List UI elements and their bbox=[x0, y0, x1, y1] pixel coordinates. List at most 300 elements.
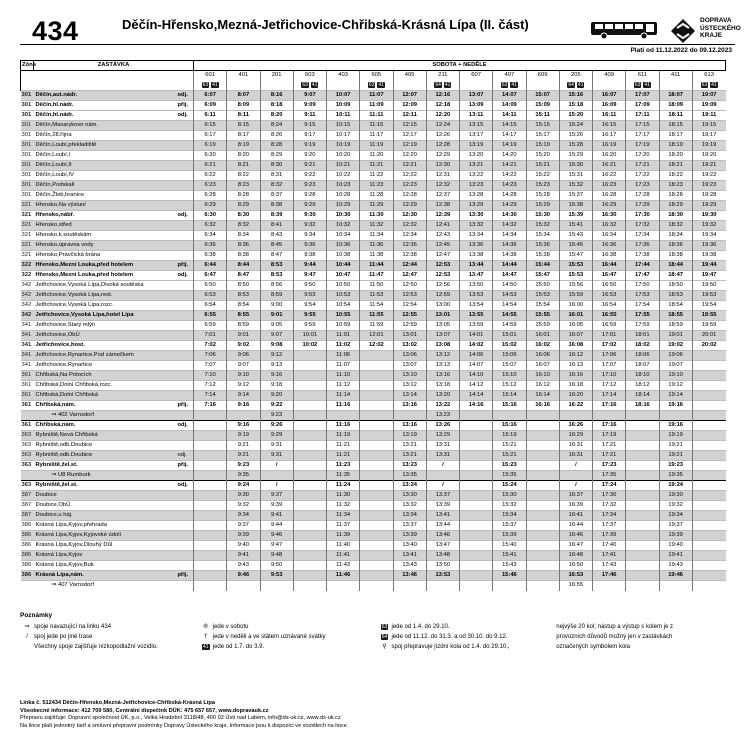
time-cell: 11:38 bbox=[360, 251, 393, 261]
time-cell: 11:24 bbox=[327, 481, 360, 491]
zone-cell: 321 bbox=[21, 201, 34, 211]
time-cell: 12:44 bbox=[393, 261, 426, 271]
time-cell: 10:23 bbox=[327, 181, 360, 191]
time-cell bbox=[360, 351, 393, 361]
trip-number: 609 bbox=[526, 71, 559, 81]
zone-cell: 321 bbox=[21, 232, 32, 238]
time-cell: 10:28 bbox=[327, 191, 360, 201]
stop-name: Krásná Lípa,Kyjov,Kyjovské údolí bbox=[34, 531, 166, 541]
time-cell bbox=[293, 511, 326, 521]
time-cell: 15:56 bbox=[559, 281, 592, 291]
time-cell: 14:17 bbox=[493, 131, 526, 141]
time-cell: 13:53 bbox=[460, 291, 493, 301]
time-cell: 9:01 bbox=[260, 311, 293, 321]
zone-cell: 321 bbox=[21, 221, 34, 231]
direction-cell bbox=[166, 101, 176, 111]
time-cell bbox=[360, 511, 393, 521]
time-cell: 8:59 bbox=[227, 321, 260, 331]
time-cell: 11:21 bbox=[327, 451, 360, 461]
time-cell: 7:06 bbox=[194, 351, 227, 361]
time-cell: 17:22 bbox=[626, 171, 659, 181]
time-cell: 18:23 bbox=[659, 181, 692, 191]
time-cell: / bbox=[559, 481, 592, 491]
time-cell: 6:20 bbox=[194, 151, 227, 161]
arrival-departure-mark bbox=[176, 161, 194, 171]
time-cell: 13:31 bbox=[426, 441, 459, 451]
time-cell: 9:41 bbox=[260, 511, 293, 521]
stop-name: Doubice,ObÚ bbox=[35, 502, 71, 508]
time-cell: 8:47 bbox=[260, 251, 293, 261]
time-cell: 12:29 bbox=[426, 151, 459, 161]
time-cell: 12:38 bbox=[426, 201, 459, 211]
time-cell: 15:20 bbox=[526, 151, 559, 161]
time-cell: 15:32 bbox=[493, 501, 526, 511]
direction-cell bbox=[166, 431, 176, 441]
arrival-departure-mark bbox=[176, 551, 194, 561]
trip-note bbox=[426, 81, 459, 91]
arrival-departure-mark bbox=[176, 361, 194, 371]
note-text: nejvýše 20 kol; nástup a výstup s kolem je z bbox=[556, 624, 673, 630]
time-cell bbox=[626, 421, 659, 431]
stop-name: Děčín,Masarykovo nám. bbox=[34, 121, 166, 131]
time-cell: 13:40 bbox=[393, 541, 426, 551]
zone-cell: 322 bbox=[21, 272, 32, 278]
time-cell: 6:36 bbox=[194, 241, 227, 251]
time-cell: 12:53 bbox=[426, 261, 459, 271]
time-cell: 14:14 bbox=[460, 391, 493, 401]
time-cell bbox=[692, 411, 725, 421]
time-cell: 9:12 bbox=[227, 381, 260, 391]
table-row bbox=[21, 371, 726, 381]
stop-header: ZASTÁVKA bbox=[34, 61, 194, 71]
time-cell: 10:21 bbox=[327, 161, 360, 171]
time-cell: 9:37 bbox=[227, 521, 260, 531]
zone-cell: 387 bbox=[21, 511, 34, 521]
time-cell: 19:16 bbox=[659, 421, 692, 431]
time-cell: 17:54 bbox=[626, 301, 659, 311]
time-cell bbox=[526, 571, 559, 581]
time-cell bbox=[526, 491, 559, 501]
zone-cell: 301 bbox=[21, 152, 32, 158]
time-cell: 9:22 bbox=[293, 171, 326, 181]
time-cell: 16:08 bbox=[559, 341, 592, 351]
time-cell: 15:20 bbox=[559, 111, 592, 121]
time-cell: 6:44 bbox=[194, 261, 227, 271]
time-cell: 16:09 bbox=[593, 101, 626, 111]
time-cell: 19:38 bbox=[692, 251, 725, 261]
time-cell: 19:55 bbox=[692, 311, 725, 321]
time-cell: 13:54 bbox=[460, 301, 493, 311]
time-cell bbox=[293, 421, 326, 431]
time-cell: 13:08 bbox=[426, 341, 459, 351]
time-cell: 11:34 bbox=[360, 231, 393, 241]
arrival-departure-mark bbox=[176, 141, 194, 151]
zone-cell: 361 bbox=[21, 391, 34, 401]
time-cell bbox=[227, 581, 260, 591]
time-cell: 17:29 bbox=[626, 201, 659, 211]
zone-cell: 363 bbox=[21, 481, 34, 491]
time-cell: 9:46 bbox=[227, 571, 260, 581]
zone-cell: 341 bbox=[21, 362, 32, 368]
arrival-departure-mark bbox=[176, 321, 194, 331]
time-cell: 10:20 bbox=[327, 151, 360, 161]
arrival-departure-mark bbox=[176, 201, 194, 211]
time-cell: 13:28 bbox=[460, 191, 493, 201]
zone-cell: 301 bbox=[21, 172, 32, 178]
time-cell: 10:11 bbox=[327, 111, 360, 121]
time-cell: 10:36 bbox=[327, 241, 360, 251]
trip-note-badge: 41 bbox=[311, 81, 318, 88]
time-cell bbox=[692, 561, 725, 571]
time-cell: 19:41 bbox=[659, 551, 692, 561]
time-cell: 7:07 bbox=[194, 361, 227, 371]
time-cell: 11:23 bbox=[327, 461, 360, 471]
stop-name: Jetřichovice,Rynartice,Pod zámečkem bbox=[34, 351, 166, 361]
time-cell bbox=[460, 541, 493, 551]
time-cell: 14:12 bbox=[460, 381, 493, 391]
time-cell: 6:34 bbox=[194, 231, 227, 241]
direction-cell bbox=[166, 551, 176, 561]
time-cell: 16:00 bbox=[559, 301, 592, 311]
time-cell: 12:28 bbox=[393, 191, 426, 201]
time-cell: 13:43 bbox=[393, 561, 426, 571]
stop-name: Chřibská,Na Potocích bbox=[34, 371, 166, 381]
time-cell: 10:54 bbox=[327, 301, 360, 311]
time-cell: 17:55 bbox=[626, 311, 659, 321]
time-cell: 13:23 bbox=[426, 411, 459, 421]
direction-cell bbox=[166, 91, 176, 101]
table-row bbox=[21, 191, 726, 201]
time-cell: 13:48 bbox=[426, 551, 459, 561]
arrival-departure-mark bbox=[176, 371, 194, 381]
time-cell: 13:37 bbox=[393, 521, 426, 531]
time-cell: 15:01 bbox=[493, 331, 526, 341]
time-cell: 9:40 bbox=[227, 541, 260, 551]
time-cell: 9:46 bbox=[260, 531, 293, 541]
table-row bbox=[21, 221, 726, 231]
time-cell: 16:22 bbox=[559, 401, 592, 411]
trip-note bbox=[559, 81, 592, 91]
trip-note-badge: 64 bbox=[435, 81, 441, 88]
table-row bbox=[21, 411, 726, 421]
time-cell bbox=[626, 461, 659, 471]
time-cell: 15:16 bbox=[493, 401, 526, 411]
time-cell: 12:59 bbox=[426, 291, 459, 301]
time-cell: 10:50 bbox=[327, 281, 360, 291]
time-cell: 8:09 bbox=[227, 101, 260, 111]
time-cell: 18:30 bbox=[659, 211, 692, 221]
arrival-departure-mark bbox=[176, 291, 194, 301]
time-cell bbox=[526, 431, 559, 441]
time-cell: 19:50 bbox=[692, 281, 725, 291]
footer-line-2: Všeobecné informace: 412 709 580, Centrální dispečink DÚK: 475 657 657, www.dopravauk.cz bbox=[20, 707, 269, 714]
arrival-departure-mark bbox=[176, 331, 194, 341]
time-cell: 14:34 bbox=[493, 231, 526, 241]
time-cell: 9:44 bbox=[260, 521, 293, 531]
time-cell: 16:22 bbox=[593, 171, 626, 181]
arrival-departure-mark bbox=[176, 411, 194, 421]
stop-name: Děčín,Loubí,II bbox=[34, 161, 166, 171]
time-cell: 18:54 bbox=[659, 301, 692, 311]
time-cell bbox=[360, 461, 393, 471]
time-cell: 15:11 bbox=[526, 111, 559, 121]
time-cell: 8:19 bbox=[227, 141, 260, 151]
time-cell: 10:32 bbox=[327, 221, 360, 231]
time-cell: 13:21 bbox=[393, 441, 426, 451]
time-cell: 6:47 bbox=[194, 271, 227, 281]
direction-cell bbox=[166, 121, 176, 131]
time-cell bbox=[360, 451, 393, 461]
time-cell bbox=[692, 491, 725, 501]
time-cell: 16:34 bbox=[593, 231, 626, 241]
time-cell: 12:18 bbox=[426, 101, 459, 111]
direction-cell bbox=[166, 411, 176, 421]
time-cell: 17:23 bbox=[626, 181, 659, 191]
time-cell: 9:20 bbox=[260, 391, 293, 401]
arrival-departure-mark bbox=[176, 471, 194, 481]
time-cell: 15:59 bbox=[559, 291, 592, 301]
stop-name: Rybniště,Nová Chřibská bbox=[34, 431, 166, 441]
time-cell: 19:44 bbox=[692, 261, 725, 271]
table-row bbox=[21, 211, 726, 221]
time-cell: 13:20 bbox=[426, 391, 459, 401]
timetable bbox=[20, 60, 726, 591]
time-cell: 18:53 bbox=[659, 291, 692, 301]
stop-name: Krásná Lípa,nám. bbox=[34, 571, 166, 581]
table-row bbox=[21, 141, 726, 151]
time-cell bbox=[460, 421, 493, 431]
trip-note-badge: 41 bbox=[378, 81, 384, 88]
time-cell: 19:53 bbox=[692, 291, 725, 301]
time-cell: 9:23 bbox=[293, 181, 326, 191]
time-cell: 16:01 bbox=[526, 331, 559, 341]
time-cell: 12:20 bbox=[393, 151, 426, 161]
time-cell: 8:32 bbox=[260, 181, 293, 191]
time-cell: 19:32 bbox=[692, 221, 725, 231]
time-cell bbox=[460, 551, 493, 561]
direction-cell bbox=[166, 321, 176, 331]
trip-number: 601 bbox=[194, 71, 227, 81]
direction-cell bbox=[166, 461, 176, 471]
direction-cell bbox=[166, 261, 176, 271]
time-cell: 12:32 bbox=[426, 181, 459, 191]
zone-cell: 341 bbox=[21, 331, 34, 341]
time-cell: 9:29 bbox=[260, 431, 293, 441]
time-cell: 9:32 bbox=[293, 221, 326, 231]
direction-cell bbox=[166, 491, 176, 501]
note-line bbox=[199, 622, 378, 632]
time-cell: 19:20 bbox=[692, 151, 725, 161]
table-row bbox=[21, 261, 726, 271]
zone-cell: 386 bbox=[21, 562, 32, 568]
time-cell: 13:34 bbox=[460, 231, 493, 241]
arrival-departure-mark bbox=[176, 381, 194, 391]
stop-name: Hřensko,Mezní Louka,před hotelem bbox=[35, 272, 134, 278]
time-cell: 13:29 bbox=[426, 431, 459, 441]
time-cell bbox=[460, 431, 493, 441]
note-text: provozních důvodů možný jen v zastávkách bbox=[556, 634, 673, 640]
time-cell bbox=[194, 551, 227, 561]
stop-name: Rybniště,žel.st. bbox=[35, 462, 78, 468]
zone-cell: 361 bbox=[21, 371, 34, 381]
time-cell: 9:09 bbox=[293, 101, 326, 111]
time-cell: 16:16 bbox=[526, 401, 559, 411]
time-cell bbox=[194, 501, 227, 511]
stop-name: Děčín,Loubí,I bbox=[35, 152, 70, 158]
time-cell: 11:09 bbox=[360, 101, 393, 111]
time-cell: 13:22 bbox=[460, 171, 493, 181]
time-cell: 8:26 bbox=[260, 131, 293, 141]
direction-cell bbox=[166, 531, 176, 541]
table-row bbox=[21, 131, 726, 141]
time-cell: 8:15 bbox=[227, 121, 260, 131]
notes-col-4 bbox=[556, 622, 735, 652]
time-cell: 11:28 bbox=[360, 191, 393, 201]
time-cell: 6:30 bbox=[194, 211, 227, 221]
arrival-departure-mark bbox=[176, 341, 194, 351]
stop-name: ⇒ 407 Varnsdorf bbox=[51, 582, 94, 589]
time-cell bbox=[692, 451, 725, 461]
arrival-departure-mark bbox=[176, 491, 194, 501]
trip-note-badge: 63 bbox=[701, 81, 708, 88]
time-cell: 13:23 bbox=[393, 461, 426, 471]
time-cell: 15:41 bbox=[559, 221, 592, 231]
table-row bbox=[21, 181, 726, 191]
arrival-departure-mark bbox=[176, 541, 194, 551]
time-cell: 19:11 bbox=[692, 111, 725, 121]
time-cell: 18:28 bbox=[659, 191, 692, 201]
time-cell: 16:54 bbox=[593, 301, 626, 311]
time-cell: 14:02 bbox=[460, 341, 493, 351]
time-cell: 9:38 bbox=[293, 251, 326, 261]
time-cell: 12:50 bbox=[393, 281, 426, 291]
zone-cell: 301 bbox=[21, 192, 32, 198]
time-cell: 13:55 bbox=[460, 311, 493, 321]
time-cell: 12:39 bbox=[426, 211, 459, 221]
time-cell: 9:43 bbox=[227, 561, 260, 571]
time-cell: 12:55 bbox=[393, 311, 426, 321]
time-cell: 15:54 bbox=[526, 301, 559, 311]
time-cell: 12:31 bbox=[426, 171, 459, 181]
time-cell bbox=[526, 561, 559, 571]
time-cell: 16:29 bbox=[593, 201, 626, 211]
time-cell: 13:34 bbox=[393, 511, 426, 521]
trip-number: 611 bbox=[626, 71, 659, 81]
zone-cell: 321 bbox=[21, 212, 32, 218]
note-text: spoje navazující na linku 434 bbox=[34, 624, 112, 630]
time-cell: 18:29 bbox=[659, 201, 692, 211]
time-cell: 9:48 bbox=[260, 551, 293, 561]
time-cell: 17:02 bbox=[593, 341, 626, 351]
time-cell bbox=[194, 431, 227, 441]
timetable-body bbox=[21, 91, 726, 591]
stop-name: Děčín,Loubí,překladiště bbox=[34, 141, 166, 151]
time-cell: 6:59 bbox=[194, 321, 227, 331]
time-cell: 15:38 bbox=[559, 201, 592, 211]
time-cell bbox=[293, 581, 326, 591]
arrival-departure-mark bbox=[176, 351, 194, 361]
time-cell: 12:23 bbox=[393, 181, 426, 191]
time-cell: 13:17 bbox=[460, 131, 493, 141]
time-cell bbox=[360, 531, 393, 541]
time-cell: 18:38 bbox=[659, 251, 692, 261]
stop-name: Hřensko,nábř. bbox=[35, 212, 75, 218]
time-cell: 6:09 bbox=[194, 101, 227, 111]
time-cell bbox=[526, 471, 559, 481]
trip-note bbox=[360, 81, 393, 91]
time-cell: 13:20 bbox=[460, 151, 493, 161]
stop-name: Jetřichovice,Vysoká Lípa,rozc. bbox=[35, 302, 114, 308]
time-cell: 8:11 bbox=[227, 111, 260, 121]
time-cell: 12:36 bbox=[393, 241, 426, 251]
direction-cell bbox=[166, 511, 176, 521]
zone-cell: 301 bbox=[21, 112, 32, 118]
time-cell: 9:12 bbox=[260, 351, 293, 361]
arrival-departure-mark bbox=[176, 391, 194, 401]
time-cell: 13:11 bbox=[460, 111, 493, 121]
note-symbol: ⑥ bbox=[203, 624, 209, 630]
time-cell bbox=[626, 501, 659, 511]
time-cell: 12:24 bbox=[426, 121, 459, 131]
time-cell: 13:50 bbox=[426, 561, 459, 571]
time-cell: 10:55 bbox=[327, 311, 360, 321]
direction-cell bbox=[166, 161, 176, 171]
time-cell: 14:28 bbox=[493, 191, 526, 201]
time-cell: 13:32 bbox=[460, 221, 493, 231]
arrival-departure-mark: odj. bbox=[177, 212, 188, 218]
time-cell bbox=[293, 441, 326, 451]
stop-name: Děčín,28.října bbox=[35, 132, 72, 138]
time-cell: 19:24 bbox=[659, 481, 692, 491]
time-cell: 16:31 bbox=[559, 441, 592, 451]
time-cell: 13:38 bbox=[460, 251, 493, 261]
time-cell bbox=[293, 371, 326, 381]
time-cell: 14:10 bbox=[460, 371, 493, 381]
time-cell: 15:29 bbox=[526, 201, 559, 211]
trip-note bbox=[260, 81, 293, 91]
stop-name: Jetřichovice,Vysoká Lípa,rest. bbox=[34, 291, 166, 301]
notes-col-2 bbox=[199, 622, 378, 652]
time-cell: 11:53 bbox=[360, 291, 393, 301]
zone-cell bbox=[21, 411, 34, 421]
stop-name: Jetřichovice,host. bbox=[35, 342, 85, 348]
zone-cell: 386 bbox=[21, 571, 34, 581]
table-row bbox=[21, 561, 726, 571]
time-cell: 19:07 bbox=[659, 361, 692, 371]
time-cell: 13:16 bbox=[393, 401, 426, 411]
time-cell: 17:34 bbox=[626, 231, 659, 241]
time-cell bbox=[526, 531, 559, 541]
time-cell: 18:17 bbox=[659, 131, 692, 141]
time-cell: 9:31 bbox=[260, 451, 293, 461]
time-cell bbox=[626, 541, 659, 551]
trip-number: 605 bbox=[360, 71, 393, 81]
time-cell bbox=[626, 491, 659, 501]
time-cell: 8:29 bbox=[260, 151, 293, 161]
time-cell: 12:41 bbox=[426, 221, 459, 231]
time-cell: 11:47 bbox=[360, 271, 393, 281]
time-cell bbox=[194, 471, 227, 481]
trip-number: 613 bbox=[692, 71, 725, 81]
time-cell: 13:39 bbox=[393, 531, 426, 541]
time-cell: 9:32 bbox=[227, 501, 260, 511]
time-cell bbox=[360, 481, 393, 491]
time-cell: 15:37 bbox=[493, 521, 526, 531]
time-cell: 17:30 bbox=[626, 211, 659, 221]
time-cell: 9:16 bbox=[227, 421, 260, 431]
time-cell: 9:26 bbox=[260, 421, 293, 431]
time-cell: 9:16 bbox=[260, 371, 293, 381]
